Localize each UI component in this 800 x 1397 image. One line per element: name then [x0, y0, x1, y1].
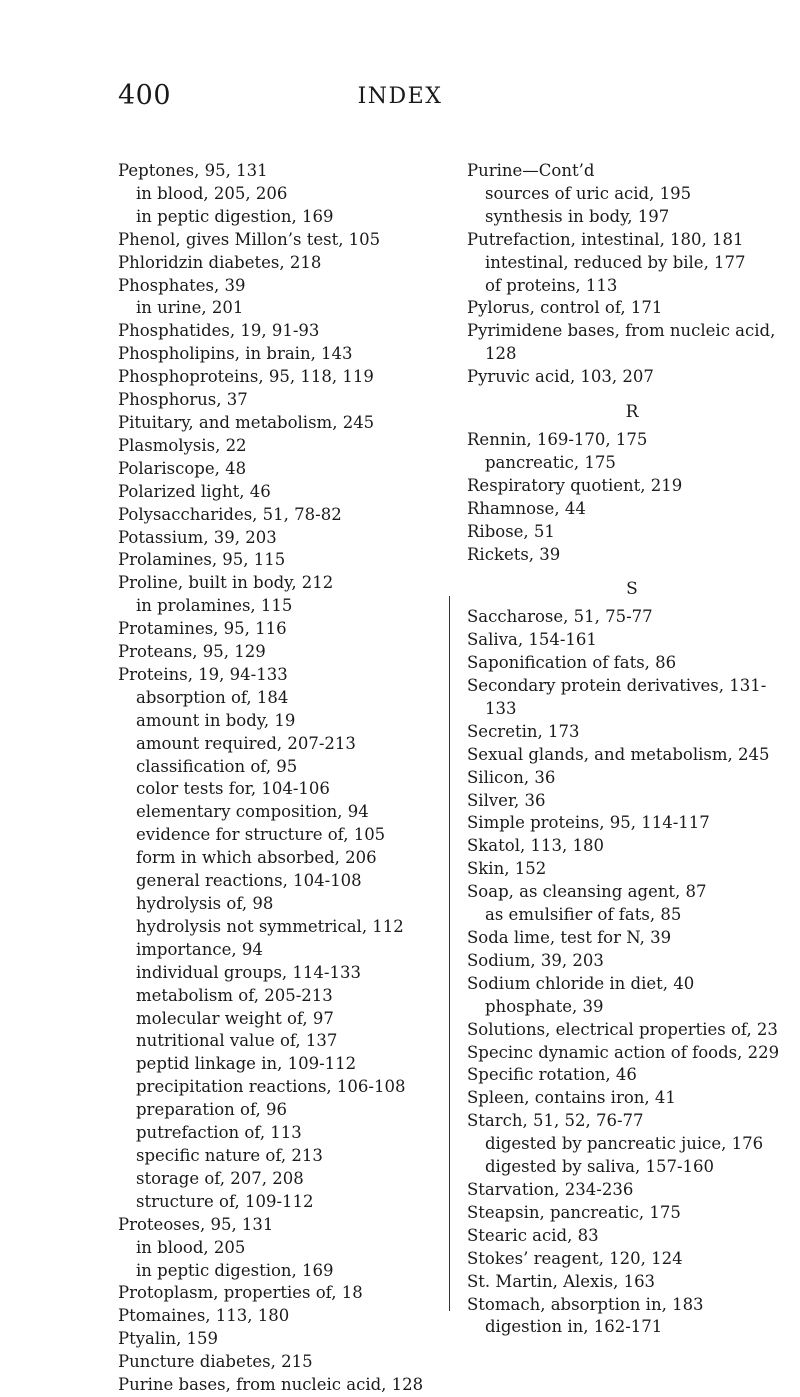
index-entry: Soda lime, test for N, 39: [467, 928, 672, 947]
index-entry: Starch, 51, 52, 76-77: [467, 1111, 644, 1131]
index-entry: Purine bases, from nucleic acid, 128: [118, 1375, 424, 1395]
index-entry: Polariscope, 48: [118, 458, 247, 478]
index-subentry: precipitation reactions, 106-108: [136, 1077, 406, 1097]
index-subentry: in prolamines, 115: [136, 596, 293, 616]
index-subentry: specific nature of, 213: [136, 1145, 323, 1165]
index-entry: Ptomaines, 113, 180: [118, 1306, 290, 1326]
index-column-left: [118, 160, 433, 1397]
section-letter: S: [626, 579, 638, 600]
index-entry: Skatol, 113, 180: [467, 836, 604, 856]
index-entry: Secondary protein derivatives, 131-133: [467, 676, 767, 718]
index-entry: Polarized light, 46: [118, 481, 271, 501]
index-subentry: amount required, 207-213: [136, 733, 356, 753]
index-subentry: form in which absorbed, 206: [136, 848, 377, 868]
index-entry: Specinc dynamic action of foods, 229: [467, 1042, 780, 1062]
index-entry: Saccharose, 51, 75-77: [467, 607, 653, 627]
index-entry: Putrefaction, intestinal, 180, 181: [467, 229, 744, 249]
index-entry: Proteins, 19, 94-133: [118, 664, 288, 684]
index-subentry: general reactions, 104-108: [136, 871, 362, 891]
index-subentry: in peptic digestion, 169: [136, 1260, 334, 1280]
index-subentry: classification of, 95: [136, 756, 298, 776]
index-entry: St. Martin, Alexis, 163: [467, 1271, 656, 1291]
index-subentry: metabolism of, 205-213: [136, 985, 333, 1005]
index-entry: Steapsin, pancreatic, 175: [467, 1202, 681, 1222]
index-subentry: elementary composition, 94: [136, 802, 369, 822]
index-entry: Stokes’ reagent, 120, 124: [467, 1248, 683, 1268]
index-subentry: in blood, 205: [136, 1237, 246, 1257]
index-subentry: digested by saliva, 157-160: [485, 1157, 715, 1177]
index-entry: Respiratory quotient, 219: [467, 475, 683, 495]
index-subentry: absorption of, 184: [136, 687, 289, 707]
index-subentry: storage of, 207, 208: [136, 1168, 304, 1188]
index-entry: Pyrimidene bases, from nucleic acid, 128: [467, 321, 776, 364]
index-entry: Ribose, 51: [467, 521, 555, 541]
index-entry: Proteans, 95, 129: [118, 642, 266, 662]
index-entry: Phosphorus, 37: [118, 390, 248, 410]
index-entry: Stearic acid, 83: [467, 1225, 599, 1245]
column-divider: [449, 596, 450, 1311]
index-entry: Spleen, contains iron, 41: [467, 1088, 676, 1108]
index-subentry: in urine, 201: [136, 298, 244, 318]
index-entry: Pituitary, and metabolism, 245: [118, 412, 375, 432]
index-subentry: hydrolysis of, 98: [136, 894, 274, 913]
index-entry: Secretin, 173: [467, 721, 580, 741]
index-entry: Soap, as cleansing agent, 87: [467, 882, 707, 902]
index-entry: Silicon, 36: [467, 767, 556, 787]
index-subentry: nutritional value of, 137: [136, 1031, 338, 1051]
index-subentry: individual groups, 114-133: [136, 962, 361, 982]
index-entry: Simple proteins, 95, 114-117: [467, 813, 710, 833]
index-subentry: sources of uric acid, 195: [485, 183, 692, 203]
index-entry: Rickets, 39: [467, 544, 561, 564]
index-entry: Rennin, 169-170, 175: [467, 429, 648, 449]
index-entry: Proteoses, 95, 131: [118, 1214, 274, 1234]
index-subentry: intestinal, reduced by bile, 177: [485, 252, 746, 272]
index-subentry: amount in body, 19: [136, 710, 296, 730]
index-entry: Starvation, 234-236: [467, 1179, 634, 1199]
index-entry: Plasmolysis, 22: [118, 435, 247, 455]
index-subentry: evidence for structure of, 105: [136, 825, 386, 845]
index-subentry: of proteins, 113: [485, 275, 618, 295]
index-entry: Sodium chloride in diet, 40: [467, 973, 695, 993]
index-subentry: hydrolysis not symmetrical, 112: [136, 916, 404, 936]
index-subentry: phosphate, 39: [485, 996, 604, 1016]
index-entry: Prolamines, 95, 115: [118, 550, 286, 570]
index-subentry: synthesis in body, 197: [485, 206, 670, 226]
index-subentry: putrefaction of, 113: [136, 1123, 302, 1143]
index-entry: Protamines, 95, 116: [118, 619, 287, 639]
index-entry: Specific rotation, 46: [467, 1065, 637, 1085]
section-letter: R: [625, 402, 639, 423]
index-subentry: peptid linkage in, 109-112: [136, 1054, 357, 1074]
index-entry: Saponification of fats, 86: [467, 653, 677, 673]
index-subentry: as emulsifier of fats, 85: [485, 905, 682, 925]
index-entry: Pyruvic acid, 103, 207: [467, 367, 654, 387]
index-entry: Pylorus, control of, 171: [467, 298, 663, 318]
index-entry: Rhamnose, 44: [467, 498, 586, 518]
index-entry: Purine—Cont’d: [467, 161, 595, 180]
index-entry: Protoplasm, properties of, 18: [118, 1283, 363, 1303]
index-subentry: molecular weight of, 97: [136, 1008, 334, 1028]
index-entry: Polysaccharides, 51, 78-82: [118, 504, 342, 524]
index-entry: Stomach, absorption in, 183: [467, 1294, 704, 1314]
index-entry: Sodium, 39, 203: [467, 950, 604, 970]
index-entry: Ptyalin, 159: [118, 1329, 219, 1349]
index-entry: Phosphoproteins, 95, 118, 119: [118, 367, 374, 387]
index-entry: Phosphatides, 19, 91-93: [118, 321, 320, 341]
running-head: INDEX: [357, 84, 443, 109]
index-subentry: digested by pancreatic juice, 176: [485, 1134, 764, 1154]
index-entry: Puncture diabetes, 215: [118, 1352, 313, 1372]
index-entry: Phosphates, 39: [118, 275, 246, 295]
index-subentry: pancreatic, 175: [485, 452, 616, 472]
index-entry: Phenol, gives Millon’s test, 105: [118, 229, 381, 249]
index-subentry: structure of, 109-112: [136, 1191, 314, 1211]
index-entry: Phloridzin diabetes, 218: [118, 252, 322, 272]
page-number: 400: [118, 80, 172, 111]
index-subentry: preparation of, 96: [136, 1100, 287, 1120]
index-subentry: in peptic digestion, 169: [136, 206, 334, 226]
index-entry: Potassium, 39, 203: [118, 527, 277, 547]
index-subentry: importance, 94: [136, 939, 263, 959]
index-entry: Peptones, 95, 131: [118, 161, 268, 180]
index-entry: Solutions, electrical properties of, 23: [467, 1019, 778, 1039]
index-subentry: in blood, 205, 206: [136, 183, 288, 203]
index-entry: Proline, built in body, 212: [118, 573, 334, 593]
index-entry: Skin, 152: [467, 859, 547, 879]
index-entry: Saliva, 154-161: [467, 630, 597, 650]
index-entry: Phospholipins, in brain, 143: [118, 344, 353, 364]
index-subentry: digestion in, 162-171: [485, 1317, 663, 1337]
index-subentry: color tests for, 104-106: [136, 779, 330, 799]
index-entry: Sexual glands, and metabolism, 245: [467, 744, 770, 764]
index-column-right: [467, 160, 797, 1339]
index-entry: Silver, 36: [467, 790, 546, 810]
